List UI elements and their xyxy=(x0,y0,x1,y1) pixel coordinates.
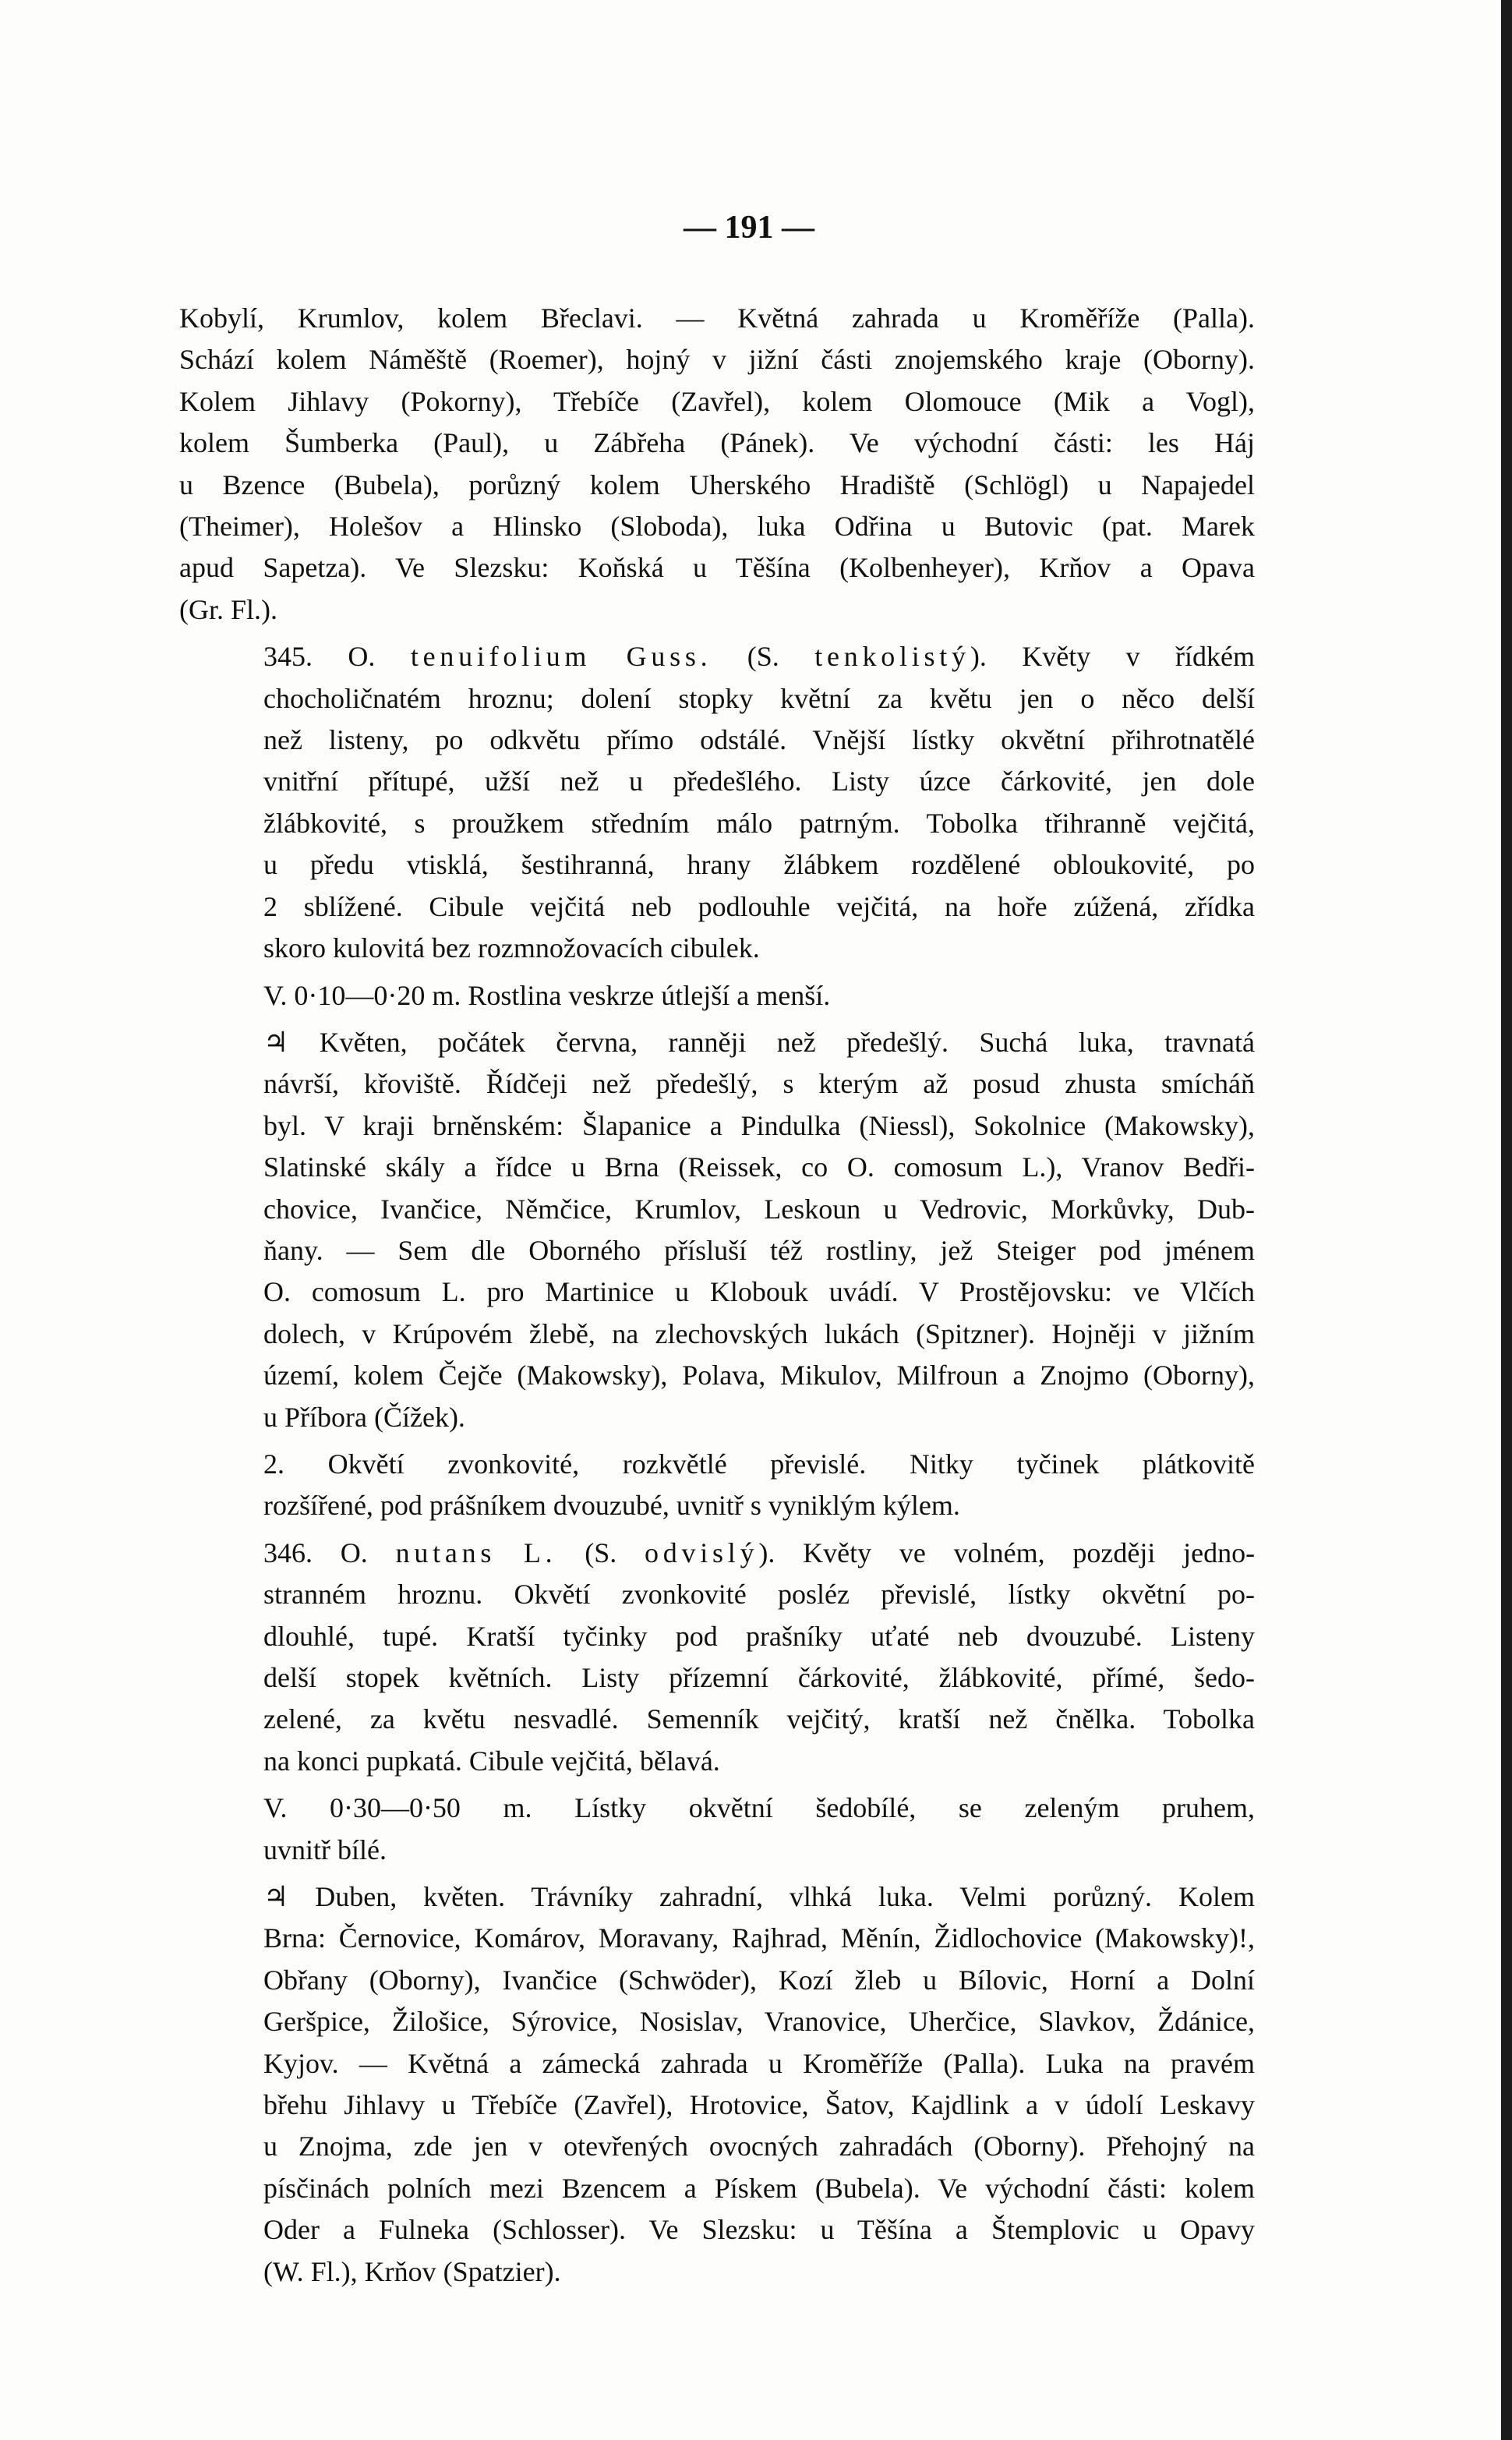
text-line: apud Sapetza). Ve Slezsku: Koňská u Těšína (Kolbenheyer), Krňov a Opava xyxy=(179,552,1255,584)
species-number: 346. O. xyxy=(263,1536,368,1568)
text-line: stranném hroznu. Okvětí zvonkovité posléz převislé, lístky okvětní po- xyxy=(263,1579,1255,1611)
text-line: území, kolem Čejče (Makowsky), Polava, Mikulov, Milfroun a Znojmo (Oborny), xyxy=(263,1360,1255,1392)
paren-close: ). xyxy=(758,1536,775,1568)
text-line: u předu vtisklá, šestihranná, hrany žlábkem rozdělené obloukovité, po xyxy=(263,849,1255,881)
text-line: uvnitř bílé. xyxy=(263,1834,387,1865)
text-line: chovice, Ivančice, Němčice, Krumlov, Leskoun u Vedrovic, Morkůvky, Dub- xyxy=(263,1193,1255,1225)
species-number: 345. O. xyxy=(263,641,376,673)
text-line: ňany. — Sem dle Oborného přísluší též rostliny, jež Steiger pod jménem xyxy=(263,1234,1255,1266)
text-line: žlábkovité, s proužkem středním málo patrným. Tobolka třihranně vejčitá, xyxy=(263,807,1255,839)
paragraph xyxy=(179,975,1255,1017)
paren-open: (S. xyxy=(585,1536,617,1568)
page-number: — 191 — xyxy=(684,210,814,246)
paragraph xyxy=(179,1876,1255,2293)
description-start: Květy v řídkém xyxy=(1022,641,1255,673)
text-line: ♃ Duben, květen. Trávníky zahradní, vlhká luka. Velmi porůzný. Kolem xyxy=(263,1881,1255,1913)
species-author: Guss. xyxy=(626,641,712,673)
text-line: Obřany (Oborny), Ivančice (Schwöder), Kozí žleb u Bílovic, Horní a Dolní xyxy=(263,1964,1255,1996)
species-heading-line xyxy=(179,636,1255,677)
text-line: dlouhlé, tupé. Kratší tyčinky pod prašníky uťaté neb dvouzubé. Listeny xyxy=(263,1620,1255,1652)
text-line: Slatinské skály a řídce u Brna (Reissek, co O. comosum L.), Vranov Bedři- xyxy=(263,1151,1255,1183)
text-line: návrší, křoviště. Řídčeji než předešlý, s kterým až posud zhusta smícháň xyxy=(263,1068,1255,1100)
text-line: ♃ Květen, počátek června, ranněji než předešlý. Suchá luka, travnatá xyxy=(263,1026,1255,1058)
text-line: písčinách polních mezi Bzencem a Pískem (Bubela). Ve východní části: kolem xyxy=(263,2172,1255,2204)
paragraph xyxy=(179,1533,1255,1782)
text-line: Brna: Černovice, Komárov, Moravany, Rajhrad, Měnín, Židlochovice (Makowsky)!, xyxy=(263,1922,1255,1954)
text-line: byl. V kraji brněnském: Šlapanice a Pindulka (Niessl), Sokolnice (Makowsky), xyxy=(263,1109,1255,1141)
paragraph xyxy=(179,1444,1255,1527)
text-line: kolem Šumberka (Paul), u Zábřeha (Pánek). Ve východní části: les Háj xyxy=(179,427,1255,459)
text-line: V. 0·30—0·50 m. Lístky okvětní šedobílé, se zeleným pruhem, xyxy=(263,1792,1255,1824)
text-line: břehu Jihlavy u Třebíče (Zavřel), Hrotovice, Šatov, Kajdlink a v údolí Leskavy xyxy=(263,2089,1255,2121)
text-line: 2 sblížené. Cibule vejčitá neb podlouhle vejčitá, na hoře zúžená, zřídka xyxy=(263,890,1255,922)
text-line: Kolem Jihlavy (Pokorny), Třebíče (Zavřel), kolem Olomouce (Mik a Vogl), xyxy=(179,385,1255,417)
text-line: u Znojma, zde jen v otevřených ovocných zahradách (Oborny). Přehojný na xyxy=(263,2131,1255,2162)
paragraph xyxy=(179,636,1255,969)
paragraph xyxy=(179,298,1255,631)
text-line: Oder a Fulneka (Schlosser). Ve Slezsku: u Těšína a Štemplovic u Opavy xyxy=(263,2214,1255,2246)
species-author: L. xyxy=(523,1536,557,1568)
species-heading-line xyxy=(179,1533,1255,1574)
species-name: tenuifolium xyxy=(410,641,592,673)
text-line: delší stopek květních. Listy přízemní čárkovité, žlábkovité, přímé, šedo- xyxy=(263,1662,1255,1693)
text-body xyxy=(179,298,1255,2298)
paragraph xyxy=(179,1022,1255,1438)
paragraph xyxy=(179,1788,1255,1871)
description-start: Květy ve volném, později jedno- xyxy=(803,1536,1255,1568)
text-line: V. 0·10—0·20 m. Rostlina veskrze útlejší a menší. xyxy=(263,979,831,1011)
text-line: (W. Fl.), Krňov (Spatzier). xyxy=(263,2255,561,2287)
text-line: Schází kolem Náměště (Roemer), hojný v jižní části znojemského kraje (Oborny). xyxy=(179,344,1255,376)
text-line: u Bzence (Bubela), porůzný kolem Uherského Hradiště (Schlögl) u Napajedel xyxy=(179,469,1255,500)
text-line: (Theimer), Holešov a Hlinsko (Sloboda), luka Odřina u Butovic (pat. Marek xyxy=(179,511,1255,543)
text-line: rozšířené, pod prášníkem dvouzubé, uvnitř s vyniklým kýlem. xyxy=(263,1490,960,1522)
czech-name: tenkolistý xyxy=(814,641,970,673)
species-name: nutans xyxy=(395,1536,496,1568)
czech-name: odvislý xyxy=(645,1536,759,1568)
text-line: Geršpice, Žilošice, Sýrovice, Nosislav, Vranovice, Uherčice, Slavkov, Ždánice, xyxy=(263,2006,1255,2038)
text-line: Kobylí, Krumlov, kolem Břeclavi. — Květná zahrada u Kroměříže (Palla). xyxy=(179,302,1255,334)
text-line: u Příbora (Čížek). xyxy=(263,1401,465,1433)
text-line: (Gr. Fl.). xyxy=(179,593,277,625)
text-line: vnitřní přítupé, užší než u předešlého. Listy úzce čárkovité, jen dole xyxy=(263,766,1255,797)
text-line: dolech, v Krúpovém žlebě, na zlechovských lukách (Spitzner). Hojněji v jižním xyxy=(263,1317,1255,1349)
paren-close: ). xyxy=(970,641,987,673)
text-line: zelené, za květu nesvadlé. Semenník vejčitý, kratší než čnělka. Tobolka xyxy=(263,1703,1255,1735)
text-line: skoro kulovitá bez rozmnožovacích cibulek. xyxy=(263,932,760,964)
paren-open: (S. xyxy=(747,641,779,673)
text-line: na konci pupkatá. Cibule vejčitá, bělavá. xyxy=(263,1745,720,1777)
text-line: Kyjov. — Květná a zámecká zahrada u Kroměříže (Palla). Luka na pravém xyxy=(263,2047,1255,2079)
text-line: než listeny, po odkvětu přímo odstálé. Vnější lístky okvětní přihrotnatělé xyxy=(263,724,1255,756)
text-line: 2. Okvětí zvonkovité, rozkvětlé převislé. Nitky tyčinek plátkovitě xyxy=(263,1448,1255,1480)
text-line: O. comosum L. pro Martinice u Klobouk uvádí. V Prostějovsku: ve Vlčích xyxy=(263,1276,1255,1308)
text-line: chocholičnatém hroznu; dolení stopky květní za květu jen o něco delší xyxy=(263,682,1255,714)
